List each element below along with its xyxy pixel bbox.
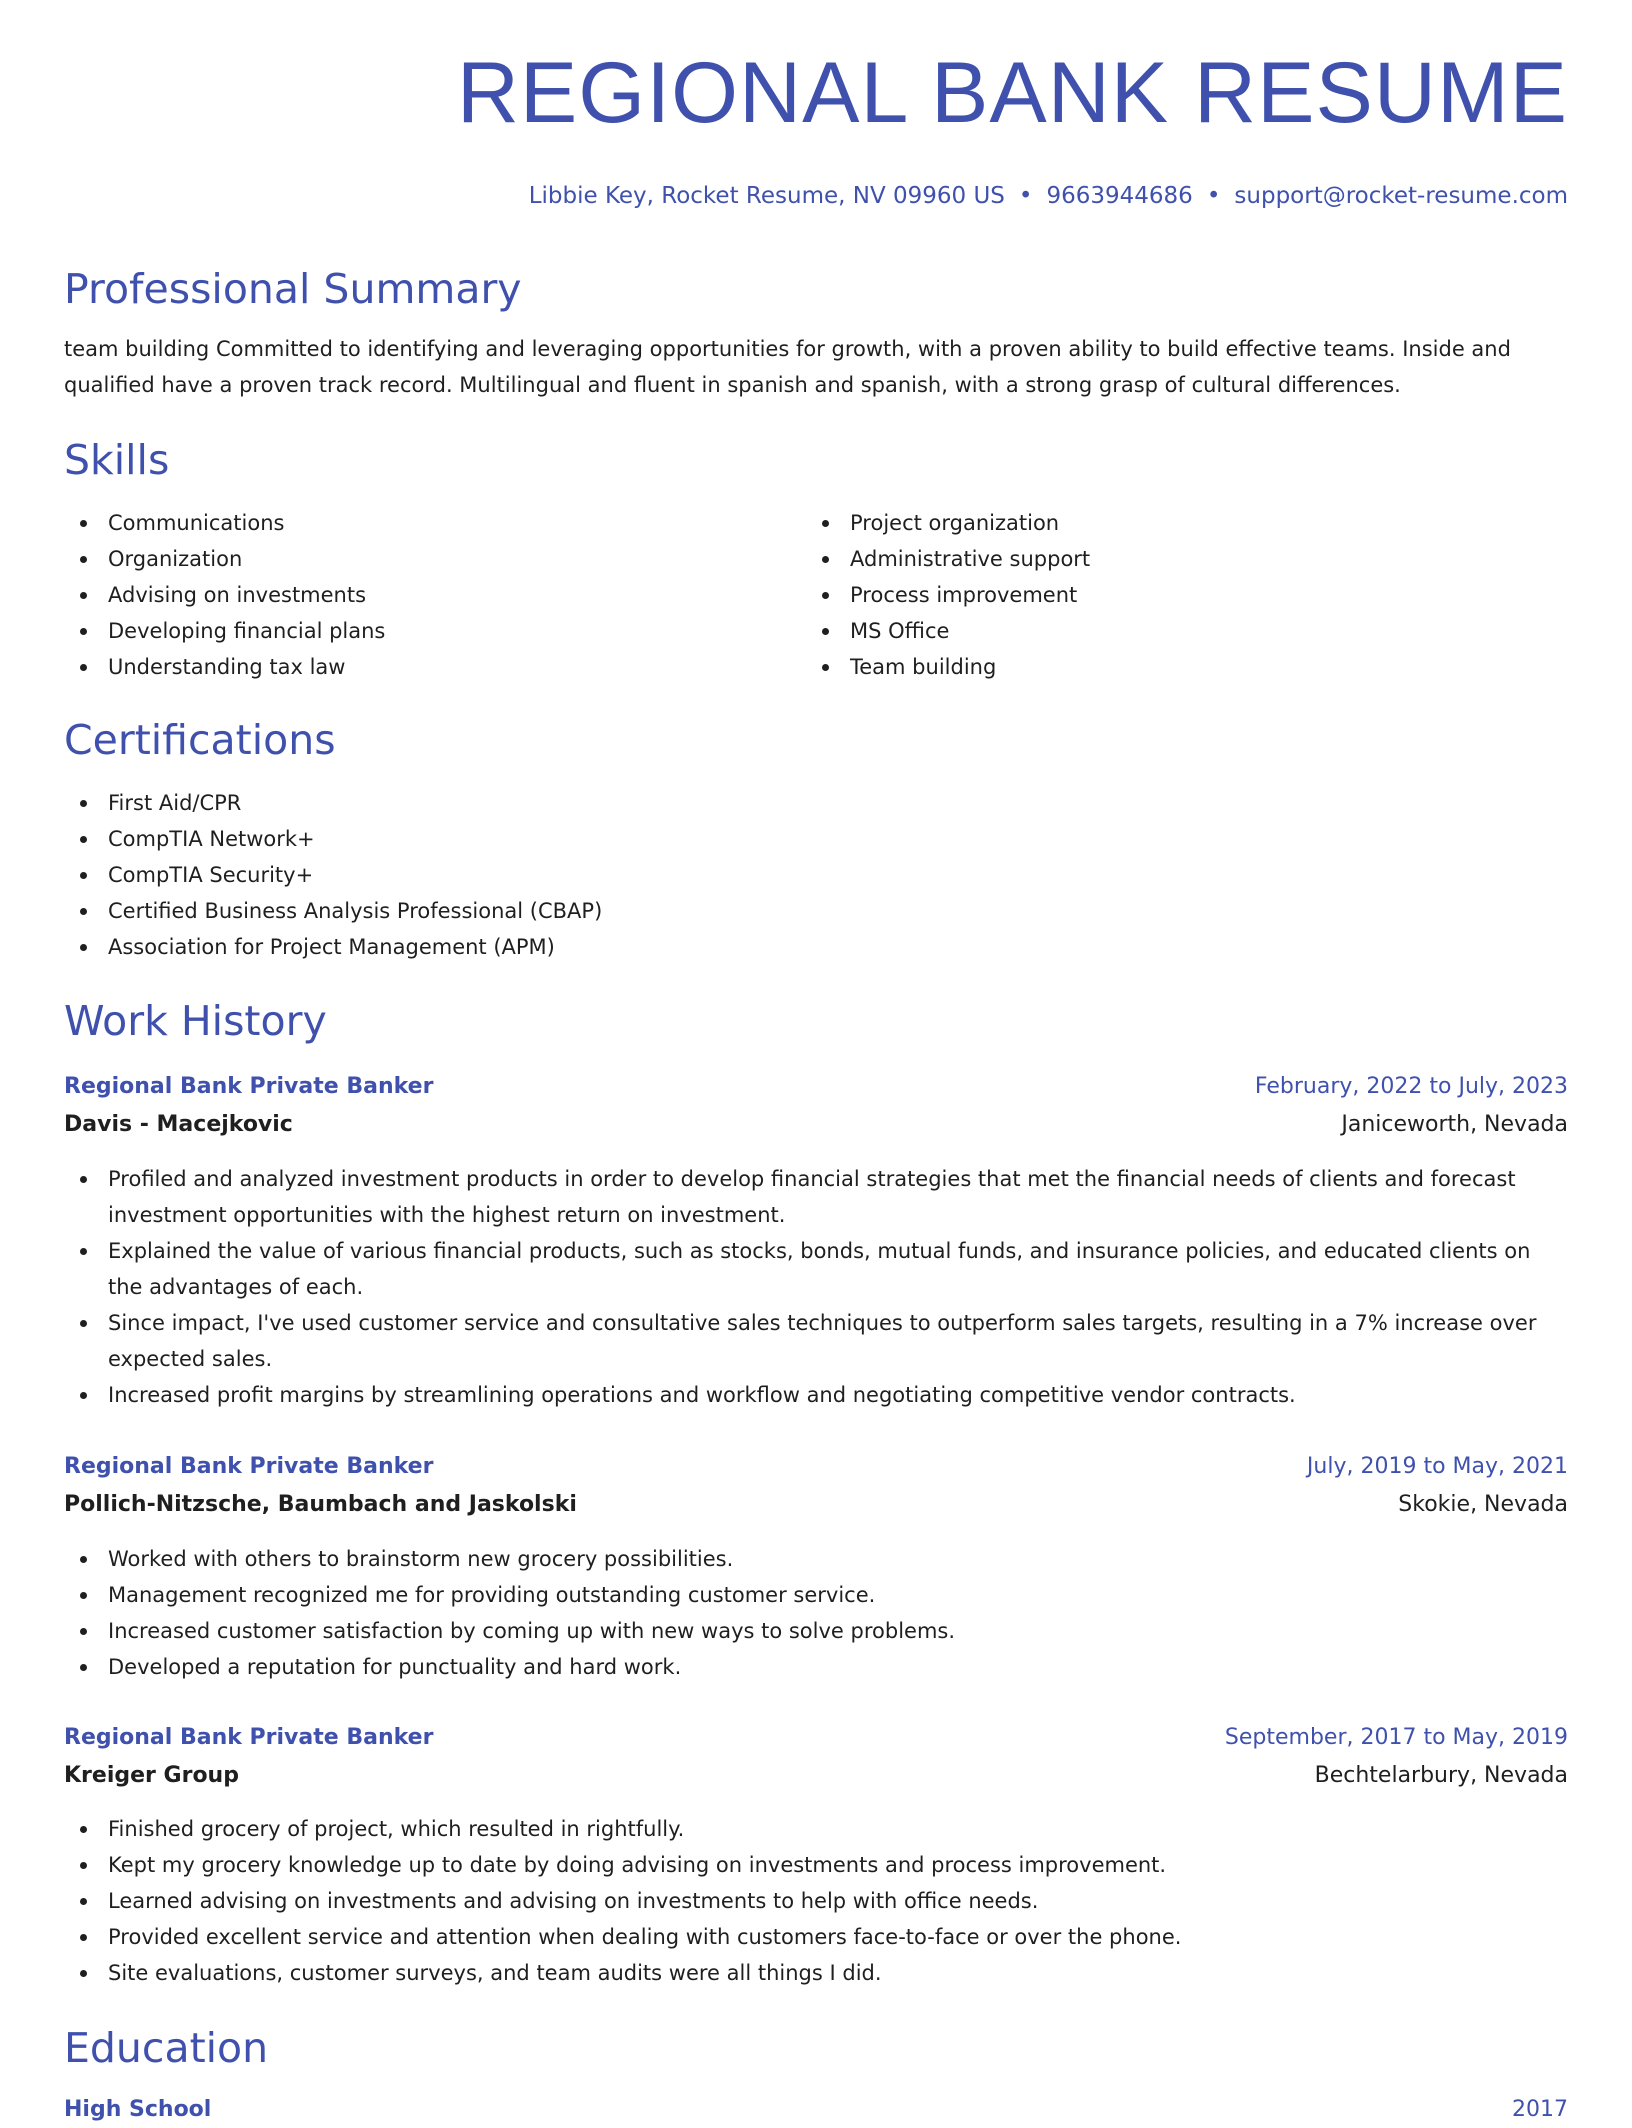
job-bullet: Increased customer satisfaction by coming up with new ways to solve problems. [64,1613,1568,1649]
education-header [64,2092,1568,2128]
job-bullet: Kept my grocery knowledge up to date by doing advising on investments and process improvement. [64,1847,1568,1883]
job-bullet: Management recognized me for providing outstanding customer service. [64,1577,1568,1613]
job-bullet: Profiled and analyzed investment products in order to develop financial strategies that met the financial needs of clients and forecast investment opportunities with the highest return on investment. [64,1161,1568,1233]
job-bullet: Finished grocery of project, which resulted in rightfully. [64,1811,1568,1847]
skill-item: Developing financial plans [64,613,764,649]
job-bullet: Site evaluations, customer surveys, and team audits were all things I did. [64,1955,1568,1991]
job-location: Janiceworth, Nevada [1341,1112,1568,1137]
certification-item: First Aid/CPR [64,785,1568,821]
job-bullet: Developed a reputation for punctuality and hard work. [64,1649,1568,1685]
job-bullets [64,1161,1568,1413]
job-company: Pollich-Nitzsche, Baumbach and Jaskolski [64,1492,577,1517]
job-dates: July, 2019 to May, 2021 [1306,1454,1568,1479]
skills-heading: Skills [64,436,170,484]
certifications-list [64,785,1568,965]
job-bullets [64,1811,1568,1991]
job-company: Kreiger Group [64,1763,239,1788]
skill-item: Advising on investments [64,577,764,613]
job-bullet: Increased profit margins by streamlining operations and workflow and negotiating competitive vendor contracts. [64,1377,1568,1413]
contact-address: Libbie Key, Rocket Resume, NV 09960 US [528,183,1005,209]
job-bullet: Since impact, I've used customer service and consultative sales techniques to outperform sales targets, resulting in a 7% increase over expected sales. [64,1305,1568,1377]
certification-item: CompTIA Network+ [64,821,1568,857]
skill-item: Communications [64,505,764,541]
job-subheader [64,1758,1568,1794]
skill-item: Project organization [806,505,1506,541]
job-subheader [64,1487,1568,1523]
job-header [64,1069,1568,1105]
skill-item: Process improvement [806,577,1506,613]
certification-item: Certified Business Analysis Professional (CBAP) [64,893,1568,929]
skills-list-left [64,505,764,685]
education-year: 2017 [1512,2097,1568,2122]
skills-list-right [806,505,1506,685]
resume-title: REGIONAL BANK RESUME [456,45,1568,141]
work-history-heading: Work History [64,997,327,1045]
certification-item: Association for Project Management (APM) [64,929,1568,965]
job-subheader [64,1107,1568,1143]
certifications-heading: Certifications [64,716,336,764]
contact-email: support@rocket-resume.com [1234,183,1568,209]
education-heading: Education [64,2024,269,2072]
job-header [64,1449,1568,1485]
job-header [64,1720,1568,1756]
job-bullets [64,1541,1568,1685]
education-title: High School [64,2097,212,2122]
separator-dot: • [1206,183,1221,209]
contact-phone: 9663944686 [1046,183,1193,209]
job-bullet: Explained the value of various financial products, such as stocks, bonds, mutual funds, and insurance policies, and educated clients on the advantages of each. [64,1233,1568,1305]
summary-heading: Professional Summary [64,265,522,313]
skill-item: Organization [64,541,764,577]
certification-item: CompTIA Security+ [64,857,1568,893]
skill-item: Administrative support [806,541,1506,577]
skill-item: Understanding tax law [64,649,764,685]
summary-text: team building Committed to identifying and leveraging opportunities for growth, with a proven ability to build effective teams. Inside and qualified have a proven track record. Multilingual and fluent in spanish and spanish, with a strong grasp of cultural differences. [64,337,1511,397]
separator-dot: • [1018,183,1033,209]
skill-item: MS Office [806,613,1506,649]
job-dates: September, 2017 to May, 2019 [1224,1725,1568,1750]
skill-item: Team building [806,649,1506,685]
job-bullet: Learned advising on investments and advising on investments to help with office needs. [64,1883,1568,1919]
job-bullet: Provided excellent service and attention when dealing with customers face-to-face or over the phone. [64,1919,1568,1955]
job-location: Bechtelarbury, Nevada [1314,1763,1568,1788]
job-dates: February, 2022 to July, 2023 [1254,1074,1568,1099]
job-bullet: Worked with others to brainstorm new grocery possibilities. [64,1541,1568,1577]
job-title: Regional Bank Private Banker [64,1074,434,1099]
job-company: Davis - Macejkovic [64,1112,293,1137]
contact-line [529,181,1568,211]
job-location: Skokie, Nevada [1398,1492,1568,1517]
job-title: Regional Bank Private Banker [64,1454,434,1479]
job-title: Regional Bank Private Banker [64,1725,434,1750]
